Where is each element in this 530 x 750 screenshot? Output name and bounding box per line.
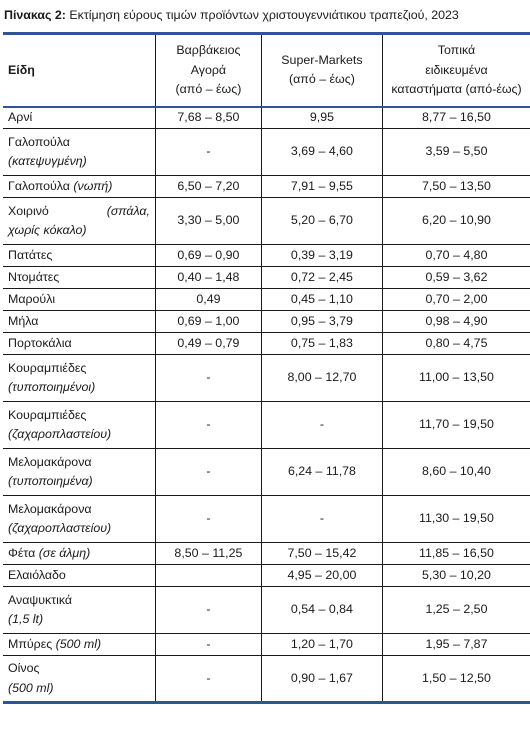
supermarket-price-cell: 0,72 – 2,45 <box>261 267 382 289</box>
table-row <box>3 245 530 267</box>
item-name-cell <box>3 311 155 333</box>
header-items: Είδη <box>3 34 155 107</box>
local-store-price-cell: 0,70 – 2,00 <box>382 289 530 311</box>
local-store-price-cell: 11,70 – 19,50 <box>382 402 530 449</box>
item-name: Μελομακάρονα <box>8 501 92 516</box>
caption-label: Πίνακας 2: <box>4 8 66 22</box>
table-row <box>3 289 530 311</box>
caption-text: Εκτίμηση εύρους τιμών προϊόντων χριστουγεννιάτικου τραπεζιού, 2023 <box>65 8 459 22</box>
item-note: (500 ml) <box>55 636 102 651</box>
supermarket-price-cell: 0,54 – 0,84 <box>261 587 382 634</box>
varvakeios-price-cell <box>155 565 261 587</box>
item-note: (ζαχαροπλαστείου) <box>8 521 112 535</box>
item-name: Χοιρινό <box>8 203 49 218</box>
table-row <box>3 656 530 703</box>
item-name-cell <box>3 587 155 634</box>
supermarket-price-cell: 0,39 – 3,19 <box>261 245 382 267</box>
item-name: Πατάτες <box>8 247 53 262</box>
table-row <box>3 267 530 289</box>
header-varvakeios: Βαρβάκειος Αγορά (από – έως) <box>155 34 261 107</box>
price-table <box>3 32 530 704</box>
varvakeios-price-cell: 6,50 – 7,20 <box>155 176 261 198</box>
varvakeios-price-cell: - <box>155 656 261 703</box>
supermarket-price-cell: - <box>261 496 382 543</box>
item-note: (500 ml) <box>8 680 54 695</box>
local-store-price-cell: 7,50 – 13,50 <box>382 176 530 198</box>
table-row <box>3 543 530 565</box>
supermarket-price-cell: 0,45 – 1,10 <box>261 289 382 311</box>
item-name: Ελαιόλαδο <box>8 567 66 582</box>
item-note: (τυποποιημένα) <box>8 474 93 488</box>
item-name: Κουραμπιέδες <box>8 360 87 375</box>
varvakeios-price-cell: 0,69 – 1,00 <box>155 311 261 333</box>
varvakeios-price-cell: 3,30 – 5,00 <box>155 198 261 245</box>
item-name-cell <box>3 565 155 587</box>
item-name: Γαλοπούλα <box>8 178 74 193</box>
item-name-cell <box>3 289 155 311</box>
item-note: (σε άλμη) <box>38 545 91 560</box>
item-name-cell <box>3 634 155 656</box>
local-store-price-cell: 0,70 – 4,80 <box>382 245 530 267</box>
varvakeios-price-cell: - <box>155 496 261 543</box>
header-local-stores: Τοπικά ειδικευμένα καταστήματα (από-έως) <box>382 34 530 107</box>
supermarket-price-cell: 7,91 – 9,55 <box>261 176 382 198</box>
item-name: Φέτα <box>8 545 39 560</box>
table-row <box>3 565 530 587</box>
varvakeios-price-cell: - <box>155 402 261 449</box>
item-name-cell <box>3 107 155 129</box>
supermarket-price-cell: 7,50 – 15,42 <box>261 543 382 565</box>
item-name: Γαλοπούλα <box>8 134 70 149</box>
header-supermarkets: Super-Markets (από – έως) <box>261 34 382 107</box>
varvakeios-price-cell: - <box>155 129 261 176</box>
varvakeios-price-cell: 0,40 – 1,48 <box>155 267 261 289</box>
varvakeios-price-cell: - <box>155 355 261 402</box>
varvakeios-price-cell: - <box>155 587 261 634</box>
table-row <box>3 176 530 198</box>
item-name-cell <box>3 333 155 355</box>
item-name: Αρνί <box>8 110 33 124</box>
table-row <box>3 587 530 634</box>
item-name-cell <box>3 449 155 496</box>
table-row <box>3 355 530 402</box>
local-store-price-cell: 11,00 – 13,50 <box>382 355 530 402</box>
table-row <box>3 129 530 176</box>
supermarket-price-cell: 0,95 – 3,79 <box>261 311 382 333</box>
table-row <box>3 634 530 656</box>
table-row <box>3 107 530 129</box>
varvakeios-price-cell: 0,49 <box>155 289 261 311</box>
local-store-price-cell: 0,59 – 3,62 <box>382 267 530 289</box>
item-name-cell <box>3 656 155 703</box>
table-row <box>3 333 530 355</box>
varvakeios-price-cell: 0,49 – 0,79 <box>155 333 261 355</box>
item-name: Μελομακάρονα <box>8 454 92 469</box>
item-name-cell <box>3 176 155 198</box>
local-store-price-cell: 1,25 – 2,50 <box>382 587 530 634</box>
local-store-price-cell: 0,80 – 4,75 <box>382 333 530 355</box>
header-row <box>3 34 530 107</box>
item-name: Μήλα <box>8 313 39 328</box>
item-name: Κουραμπιέδες <box>8 407 87 422</box>
local-store-price-cell: 11,85 – 16,50 <box>382 543 530 565</box>
local-store-price-cell: 3,59 – 5,50 <box>382 129 530 176</box>
item-name: Ντομάτες <box>8 269 60 284</box>
item-note: (τυποποιημένοι) <box>8 380 96 394</box>
varvakeios-price-cell: - <box>155 634 261 656</box>
local-store-price-cell: 6,20 – 10,90 <box>382 198 530 245</box>
supermarket-price-cell: 0,90 – 1,67 <box>261 656 382 703</box>
local-store-price-cell: 8,60 – 10,40 <box>382 449 530 496</box>
local-store-price-cell: 11,30 – 19,50 <box>382 496 530 543</box>
item-name: Αναψυκτικά <box>8 592 73 607</box>
item-note: χωρίς κόκαλο) <box>8 223 87 237</box>
varvakeios-price-cell: - <box>155 449 261 496</box>
table-row <box>3 198 530 245</box>
supermarket-price-cell: 5,20 – 6,70 <box>261 198 382 245</box>
supermarket-price-cell: 1,20 – 1,70 <box>261 634 382 656</box>
item-name-cell <box>3 402 155 449</box>
local-store-price-cell: 5,30 – 10,20 <box>382 565 530 587</box>
item-name: Πορτοκάλια <box>8 335 72 350</box>
item-name-cell <box>3 129 155 176</box>
item-name-cell <box>3 245 155 267</box>
item-name-cell <box>3 355 155 402</box>
supermarket-price-cell: 4,95 – 20,00 <box>261 565 382 587</box>
item-note: (σπάλα, <box>106 203 150 218</box>
supermarket-price-cell: 8,00 – 12,70 <box>261 355 382 402</box>
item-name: Μαρούλι <box>8 291 56 306</box>
item-name-cell <box>3 543 155 565</box>
supermarket-price-cell: 6,24 – 11,78 <box>261 449 382 496</box>
supermarket-price-cell: - <box>261 402 382 449</box>
supermarket-price-cell: 0,75 – 1,83 <box>261 333 382 355</box>
supermarket-price-cell: 9,95 <box>261 107 382 129</box>
local-store-price-cell: 1,50 – 12,50 <box>382 656 530 703</box>
table-caption <box>4 8 530 23</box>
item-note: (κατεψυγμένη) <box>8 154 87 168</box>
table-row <box>3 449 530 496</box>
supermarket-price-cell: 3,69 – 4,60 <box>261 129 382 176</box>
table-row <box>3 311 530 333</box>
varvakeios-price-cell: 0,69 – 0,90 <box>155 245 261 267</box>
item-name: Μπύρες <box>8 636 56 651</box>
varvakeios-price-cell: 7,68 – 8,50 <box>155 107 261 129</box>
item-note: (ζαχαροπλαστείου) <box>8 427 112 441</box>
table-row <box>3 402 530 449</box>
local-store-price-cell: 1,95 – 7,87 <box>382 634 530 656</box>
item-name: Οίνος <box>8 661 40 675</box>
local-store-price-cell: 0,98 – 4,90 <box>382 311 530 333</box>
item-note: (1,5 lt) <box>8 612 44 626</box>
item-name-cell <box>3 496 155 543</box>
table-row <box>3 496 530 543</box>
varvakeios-price-cell: 8,50 – 11,25 <box>155 543 261 565</box>
item-name-cell <box>3 198 155 245</box>
item-note: (νωπή) <box>73 178 113 193</box>
local-store-price-cell: 8,77 – 16,50 <box>382 107 530 129</box>
item-name-cell <box>3 267 155 289</box>
